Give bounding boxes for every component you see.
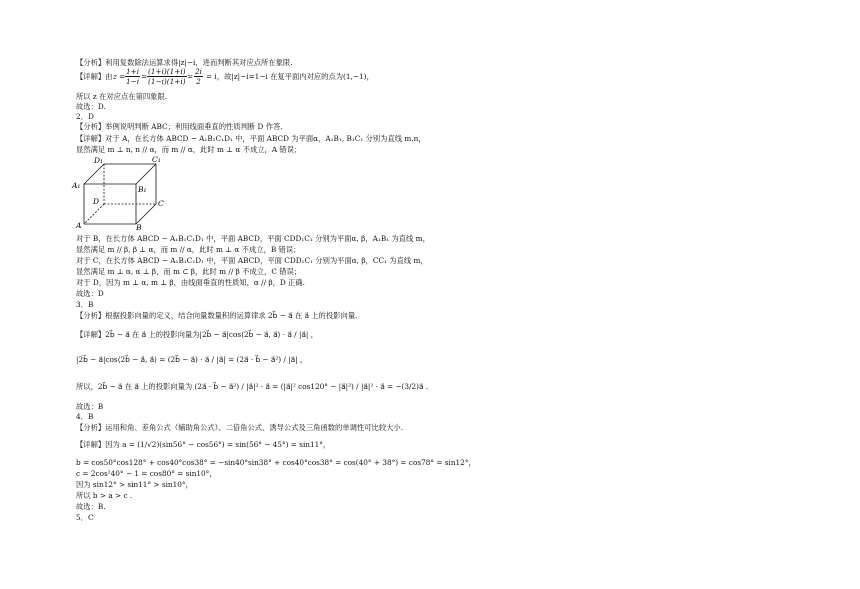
cuboid-figure <box>68 154 168 230</box>
q4-detail-2: b = cos50°cos128° + cos40°cos38° = −sin40°sin38° + cos40°cos38° = cos(40° + 38°) = cos78° = sin12°， <box>76 458 476 467</box>
q3-detail-1: 【详解】2b⃗ − a⃗ 在 a⃗ 上的投影向量为|2b⃗ − a⃗|cos⟨2b⃗ − a⃗, a⃗⟩ · a⃗ / |a⃗| ， <box>76 330 318 339</box>
q4-detail-4: 因为 sin12° > sin11° > sin10°， <box>76 480 193 489</box>
q1-frac3 <box>193 67 204 86</box>
q1-detail-label: 【详解】由 <box>76 72 113 81</box>
q2-number: 2．D <box>76 112 94 121</box>
q4-analysis: 【分析】运用和角、差角公式（辅助角公式）、二倍角公式、诱导公式及三角函数的单调性可比较大小. <box>76 423 404 432</box>
label-C: C <box>158 199 164 208</box>
q4-detail-3: c = 2cos²40° − 1 = cos80° = sin10°， <box>76 469 217 478</box>
q4-number: 4．B <box>76 412 94 421</box>
q1-frac3-num: 2i <box>195 67 202 76</box>
label-A: A <box>76 221 82 230</box>
q2-detail-b2: 显然满足 m // β, β ⊥ α，而 m // α，此时 m ⊥ α 不成立，B 错误； <box>76 245 301 254</box>
q4-answer: 故选：B. <box>76 502 106 511</box>
q1-frac1-den: 1−i <box>126 77 140 86</box>
q4-detail-1: 【详解】因为 a = (1/√2)(sin56° − cos56°) = sin(56° − 45°) = sin11°， <box>76 440 331 449</box>
q1-detail-rest: = i，故|z|−i=1−i 在复平面内对应的点为(1,−1)， <box>206 72 374 81</box>
label-C1: C₁ <box>152 155 161 164</box>
q1-frac2-den: (1−i)(1+i) <box>148 77 186 86</box>
label-B: B <box>136 223 142 230</box>
label-B1: B₁ <box>138 185 147 194</box>
q3-analysis: 【分析】根据投影向量的定义，结合向量数量积的运算律求 2b⃗ − a⃗ 在 a⃗ 上的投影向量. <box>76 311 358 320</box>
q1-frac3-den: 2 <box>196 77 201 86</box>
q3-detail-3: 所以，2b⃗ − a⃗ 在 a⃗ 上的投影向量为 (2a⃗ · b⃗ − a⃗²) / |a⃗|² · a⃗ = (|a⃗|² cos120° − |a⃗|²) / |a⃗|² · a⃗ = −(3/2)a⃗ . <box>76 382 429 391</box>
q2-detail-c: 对于 C，在长方体 ABCD − A₁B₁C₁D₁ 中，平面 ABCD，平面 CDD₁C₁ 分别为平面α, β，CC₁ 为直线 m， <box>76 256 428 265</box>
q1-frac1-num: 1+i <box>126 67 140 76</box>
q2-detail-a2: 显然满足 m ⊥ n, n // α，而 m // α，此时 m ⊥ α 不成立，A 错误； <box>76 145 302 154</box>
q3-answer: 故选：B <box>76 402 104 411</box>
label-D: D <box>93 197 100 206</box>
label-A1: A₁ <box>72 181 81 190</box>
q1-analysis: 【分析】利用复数除法运算求得|z|−i，进而判断其对应点所在象限. <box>76 58 293 67</box>
q2-analysis: 【分析】举例说明判断 ABC；利用线面垂直的性质判断 D 作答. <box>76 122 283 131</box>
q3-detail-2: |2b⃗ − a⃗|cos⟨2b⃗ − a⃗, a⃗⟩ = (2b⃗ − a⃗) · a⃗ / |a⃗| = (2a⃗ · b⃗ − a⃗²) / |a⃗| ， <box>76 355 308 364</box>
q2-detail-a: 【详解】对于 A，在长方体 ABCD − A₁B₁C₁D₁ 中，平面 ABCD 为平面α，A₁B₁, B₁C₁ 分别为直线 m,n， <box>76 134 426 143</box>
q2-detail-c2: 显然满足 m ⊥ α, α ⊥ β，而 m ⊂ β，此时 m // β 不成立，C 错误； <box>76 267 302 276</box>
q1-eq2: = <box>141 72 148 81</box>
q1-answer: 故选：D. <box>76 102 106 111</box>
q5-number: 5．C <box>76 513 94 522</box>
q2-answer: 故选：D <box>76 289 104 298</box>
label-D1: D₁ <box>94 156 104 165</box>
q1-z-eq: z = <box>113 72 126 81</box>
q1-eq3: = <box>187 72 194 81</box>
q4-conclusion: 所以 b > a > c . <box>76 491 133 500</box>
q1-frac2 <box>146 67 188 86</box>
q3-number: 3．B <box>76 300 94 309</box>
q1-frac2-num: (1+i)(1+i) <box>148 67 186 76</box>
q1-conclusion: 所以 z 在对应点在第四象限. <box>76 92 168 101</box>
q2-detail-b: 对于 B，在长方体 ABCD − A₁B₁C₁D₁ 中，平面 ABCD，平面 CDD₁C₁ 分别为平面α, β，A₁B₁ 为直线 m， <box>76 234 430 243</box>
q1-frac1 <box>124 67 141 86</box>
q2-detail-d: 对于 D，因为 m ⊥ α, m ⊥ β，由线面垂直的性质知，α // β，D 正确. <box>76 278 305 287</box>
